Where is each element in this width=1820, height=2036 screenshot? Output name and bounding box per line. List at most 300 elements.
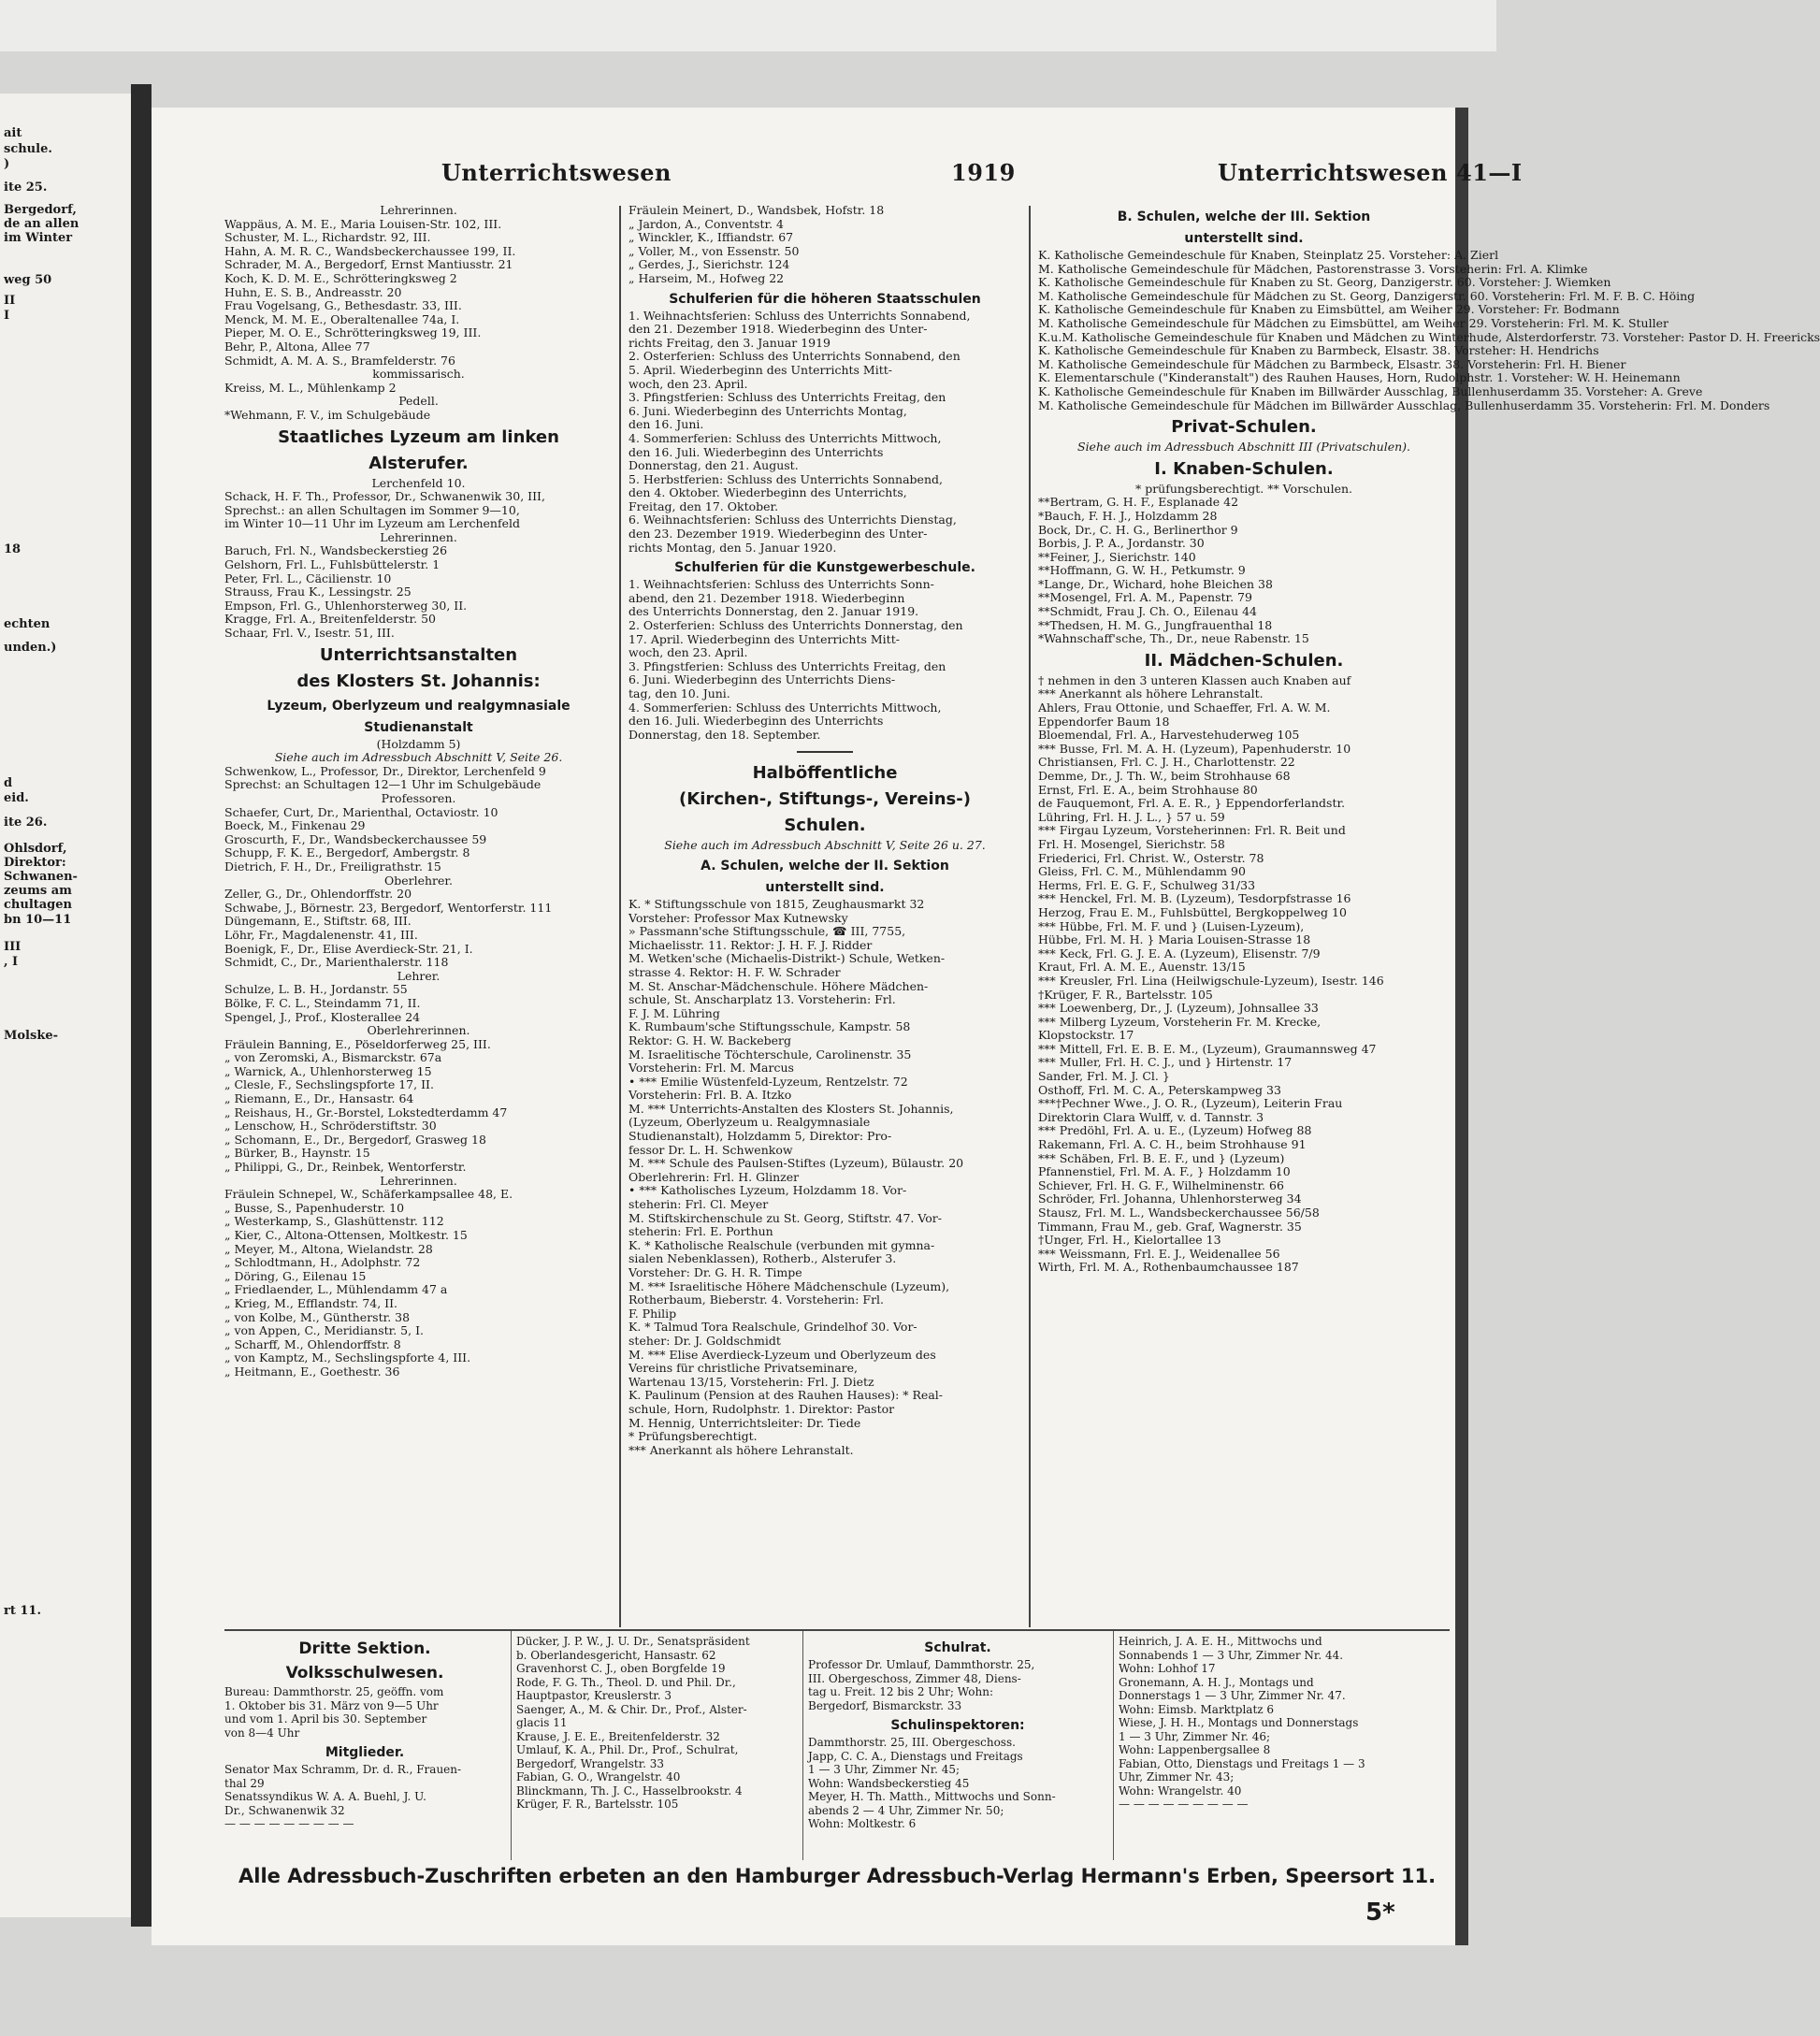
directory-entry: „ Reishaus, H., Gr.-Borstel, Lokstedterdamm 47 xyxy=(224,1105,508,1119)
directory-entry: steherin: Frl. E. Porthun xyxy=(628,1224,773,1239)
directory-entry: ***†Pechner Wwe., J. O. R., (Lyzeum), Leiterin Frau xyxy=(1038,1096,1343,1111)
directory-entry: 2. Osterferien: Schluss des Unterrichts Sonnabend, den xyxy=(628,349,961,364)
directory-entry: K. Katholische Gemeindeschule für Knaben, Steinplatz 25. Vorsteher: A. Zierl xyxy=(1038,248,1499,262)
directory-entry: und vom 1. April bis 30. September xyxy=(224,1712,427,1726)
previous-page-fragment: ) xyxy=(4,157,10,171)
directory-entry: „ Kier, C., Altona-Ottensen, Moltkestr. 15 xyxy=(224,1228,468,1242)
directory-entry: „ Scharff, M., Ohlendorffstr. 8 xyxy=(224,1336,401,1351)
directory-entry: 17. April. Wiederbeginn des Unterrichts Mitt- xyxy=(628,631,900,646)
directory-entry: glacis 11 xyxy=(516,1716,568,1729)
directory-entry: Zeller, G., Dr., Ohlendorffstr. 20 xyxy=(224,887,412,902)
section-heading: Lyzeum, Oberlyzeum und realgymnasiale xyxy=(267,698,571,714)
column-divider xyxy=(1113,1631,1114,1860)
directory-entry: „ Winckler, K., Iffiandstr. 67 xyxy=(628,230,794,245)
directory-entry: 5. Herbstferien: Schluss des Unterrichts Sonnabend, xyxy=(628,471,943,486)
directory-entry: den 4. Oktober. Wiederbeginn des Unterrichts, xyxy=(628,485,907,500)
directory-entry: „ Clesle, F., Sechslingspforte 17, II. xyxy=(224,1077,434,1092)
directory-entry: Sprechst: an Schultagen 12—1 Uhr im Schulgebäude xyxy=(224,777,542,792)
directory-entry: woch, den 23. April. xyxy=(628,645,748,660)
directory-entry: Eppendorfer Baum 18 xyxy=(1038,714,1170,729)
directory-entry: Fräulein Schnepel, W., Schäferkampsallee 48, E. xyxy=(224,1187,513,1202)
directory-entry: „ von Kolbe, M., Güntherstr. 38 xyxy=(224,1309,411,1324)
directory-entry: *** Firgau Lyzeum, Vorsteherinnen: Frl. R. Beit und xyxy=(1038,823,1346,838)
directory-entry: Michaelisstr. 11. Rektor: J. H. F. J. Ridder xyxy=(628,937,873,952)
column-2 xyxy=(628,204,1021,1597)
directory-entry: abend, den 21. Dezember 1918. Wiederbeginn xyxy=(628,590,905,605)
directory-entry: Klopstockstr. 17 xyxy=(1038,1028,1134,1043)
directory-entry: „ Harseim, M., Hofweg 22 xyxy=(628,270,785,285)
directory-entry: Rotherbaum, Bieberstr. 4. Vorsteherin: Frl. xyxy=(628,1292,885,1307)
directory-entry: „ Krieg, M., Efflandstr. 74, II. xyxy=(224,1295,398,1310)
previous-page-fragment: ait xyxy=(4,126,22,140)
directory-entry: Siehe auch im Adressbuch Abschnitt III (Privatschulen). xyxy=(1077,440,1410,455)
directory-entry: Bergedorf, Wrangelstr. 33 xyxy=(516,1756,665,1770)
directory-entry: „ Döring, G., Eilenau 15 xyxy=(224,1268,367,1283)
directory-entry: Oberlehrerinnen. xyxy=(367,1023,470,1038)
previous-page-fragment: chultagen xyxy=(4,898,72,912)
directory-entry: „ Bürker, B., Haynstr. 15 xyxy=(224,1146,370,1161)
directory-entry: „ Westerkamp, S., Glashüttenstr. 112 xyxy=(224,1214,444,1229)
directory-entry: den 21. Dezember 1918. Wiederbeginn des Unter- xyxy=(628,322,928,337)
directory-entry: Wiese, J. H. H., Montags und Donnerstags xyxy=(1119,1716,1359,1729)
directory-entry: Vorsteher: Professor Max Kutnewsky xyxy=(628,910,848,925)
directory-entry: Kraut, Frl. A. M. E., Auenstr. 13/15 xyxy=(1038,960,1246,975)
previous-page-fragment: im Winter xyxy=(4,231,73,245)
directory-entry: *** Hübbe, Frl. M. F. und } (Luisen-Lyzeum), xyxy=(1038,918,1305,933)
previous-page-fragment: de an allen xyxy=(4,217,79,231)
directory-entry: „ Philippi, G., Dr., Reinbek, Wentorferstr. xyxy=(224,1160,467,1175)
directory-entry: b. Oberlandesgericht, Hansastr. 62 xyxy=(516,1648,716,1662)
section-heading: Schulinspektoren: xyxy=(890,1718,1025,1733)
directory-entry: M. Israelitische Töchterschule, Carolinenstr. 35 xyxy=(628,1047,912,1061)
directory-entry: den 23. Dezember 1919. Wiederbeginn des Unter- xyxy=(628,527,928,541)
directory-entry: 3. Pfingstferien: Schluss des Unterrichts Freitag, den xyxy=(628,390,946,405)
directory-entry: Umlauf, K. A., Phil. Dr., Prof., Schulrat, xyxy=(516,1743,739,1756)
directory-entry: M. Stiftskirchenschule zu St. Georg, Stiftstr. 47. Vor- xyxy=(628,1210,942,1225)
column-divider xyxy=(619,206,621,1627)
directory-entry: Siehe auch im Adressbuch Abschnitt V, Seite 26 u. 27. xyxy=(664,838,986,853)
column-divider xyxy=(802,1631,803,1860)
directory-entry: Gronemann, A. H. J., Montags und xyxy=(1119,1675,1314,1689)
directory-entry: im Winter 10—11 Uhr im Lyzeum am Lerchenfeld xyxy=(224,516,520,531)
section-heading: Dritte Sektion. xyxy=(298,1639,431,1658)
previous-page-fragment: I xyxy=(4,309,10,323)
page-number: 5* xyxy=(1365,1899,1395,1927)
directory-entry: Fräulein Banning, E., Pöseldorferweg 25, III. xyxy=(224,1036,491,1051)
book-gutter xyxy=(131,84,152,1927)
directory-entry: Frau Vogelsang, G., Bethesdastr. 33, III. xyxy=(224,298,462,313)
directory-entry: **Schmidt, Frau J. Ch. O., Eilenau 44 xyxy=(1038,604,1257,619)
previous-page-fragment: Ohlsdorf, xyxy=(4,842,67,856)
directory-entry: Bergedorf, Bismarckstr. 33 xyxy=(808,1698,962,1712)
directory-entry: Studienanstalt), Holzdamm 5, Direktor: Pro- xyxy=(628,1129,892,1144)
directory-entry: M. *** Elise Averdieck-Lyzeum und Oberlyzeum des xyxy=(628,1347,936,1362)
directory-entry: Bölke, F. C. L., Steindamm 71, II. xyxy=(224,995,421,1010)
directory-entry: richts Freitag, den 3. Januar 1919 xyxy=(628,335,831,350)
directory-entry: †Krüger, F. R., Bartelsstr. 105 xyxy=(1038,987,1213,1002)
directory-entry: M. Katholische Gemeindeschule für Mädchen zu St. Georg, Danzigerstr. 60. Vorsteherin: Frl. M. F. B. C. Höing xyxy=(1038,288,1696,303)
directory-entry: Lehrerinnen. xyxy=(380,529,457,544)
directory-entry: Schmidt, C., Dr., Marienthalerstr. 118 xyxy=(224,955,449,970)
directory-entry: richts Montag, den 5. Januar 1920. xyxy=(628,540,837,555)
previous-page-fragment: rt 11. xyxy=(4,1604,41,1618)
directory-entry: 1. Weihnachtsferien: Schluss des Unterrichts Sonn- xyxy=(628,577,934,592)
directory-entry: **Bertram, G. H. F., Esplanade 42 xyxy=(1038,495,1239,510)
directory-entry: Osthoff, Frl. M. C. A., Peterskampweg 33 xyxy=(1038,1082,1281,1097)
previous-page-fragment: Bergedorf, xyxy=(4,203,77,217)
section-heading: A. Schulen, welche der II. Sektion xyxy=(701,858,949,874)
directory-entry: Kreiss, M. L., Mühlenkamp 2 xyxy=(224,380,397,395)
directory-entry: Donnerstags 1 — 3 Uhr, Zimmer Nr. 47. xyxy=(1119,1689,1346,1702)
directory-entry: woch, den 23. April. xyxy=(628,376,748,391)
directory-entry: M. Hennig, Unterrichtsleiter: Dr. Tiede xyxy=(628,1415,861,1430)
directory-entry: Rode, F. G. Th., Theol. D. und Phil. Dr., xyxy=(516,1675,736,1689)
directory-entry: Dietrich, F. H., Dr., Freiligrathstr. 15 xyxy=(224,859,441,874)
directory-entry: Schröder, Frl. Johanna, Uhlenhorsterweg 34 xyxy=(1038,1191,1302,1206)
directory-entry: Wohn: Eimsb. Marktplatz 6 xyxy=(1119,1702,1275,1716)
previous-page-fragment: 18 xyxy=(4,542,22,556)
directory-entry: Huhn, E. S. B., Andreasstr. 20 xyxy=(224,284,402,299)
section-heading: des Klosters St. Johannis: xyxy=(296,671,541,691)
section-heading: Halböffentliche xyxy=(752,763,898,784)
previous-page-fragment: weg 50 xyxy=(4,273,52,287)
directory-entry: Donnerstag, den 21. August. xyxy=(628,458,799,473)
directory-entry: 4. Sommerferien: Schluss des Unterrichts Mittwoch, xyxy=(628,700,942,715)
directory-entry: Uhr, Zimmer Nr. 43; xyxy=(1119,1770,1235,1783)
directory-entry: Menck, M. M. E., Oberaltenallee 74a, I. xyxy=(224,311,460,326)
directory-entry: Wohn: Lappenbergsallee 8 xyxy=(1119,1743,1271,1756)
directory-entry: „ Schlodtmann, H., Adolphstr. 72 xyxy=(224,1255,421,1270)
directory-entry: 1 — 3 Uhr, Zimmer Nr. 46; xyxy=(1119,1729,1271,1743)
directory-entry: fessor Dr. L. H. Schwenkow xyxy=(628,1142,793,1157)
section-heading: I. Knaben-Schulen. xyxy=(1154,458,1334,479)
directory-entry: K. * Katholische Realschule (verbunden mit gymna- xyxy=(628,1237,935,1252)
directory-entry: Strauss, Frau K., Lessingstr. 25 xyxy=(224,585,412,599)
directory-entry: Pieper, M. O. E., Schrötteringksweg 19, III. xyxy=(224,325,482,340)
directory-entry: „ Riemann, E., Dr., Hansastr. 64 xyxy=(224,1091,414,1106)
directory-entry: „ Warnick, A., Uhlenhorsterweg 15 xyxy=(224,1063,432,1078)
section-heading: Staatliches Lyzeum am linken xyxy=(278,426,559,447)
directory-entry: „ Meyer, M., Altona, Wielandstr. 28 xyxy=(224,1241,433,1256)
directory-entry: M. *** Unterrichts-Anstalten des Klosters St. Johannis, xyxy=(628,1101,954,1116)
directory-entry: den 16. Juni. xyxy=(628,417,704,432)
directory-entry: Schuster, M. L., Richardstr. 92, III. xyxy=(224,230,431,245)
directory-entry: **Feiner, J., Sierichstr. 140 xyxy=(1038,549,1196,564)
directory-entry: Schrader, M. A., Bergedorf, Ernst Mantiusstr. 21 xyxy=(224,257,513,272)
directory-entry: 6. Weihnachtsferien: Schluss des Unterrichts Dienstag, xyxy=(628,513,957,527)
directory-entry: Wirth, Frl. M. A., Rothenbaumchaussee 187 xyxy=(1038,1260,1299,1275)
directory-entry: Schiever, Frl. H. G. F., Wilhelminenstr. 66 xyxy=(1038,1177,1284,1192)
directory-entry: Gelshorn, Frl. L., Fuhlsbüttelerstr. 1 xyxy=(224,557,441,572)
directory-entry: Gleiss, Frl. C. M., Mühlendamm 90 xyxy=(1038,864,1246,879)
directory-entry: (Lyzeum, Oberlyzeum u. Realgymnasiale xyxy=(628,1115,871,1130)
directory-entry: **Hoffmann, G. W. H., Petkumstr. 9 xyxy=(1038,563,1246,578)
directory-entry: Oberlehrer. xyxy=(383,873,454,888)
directory-entry: Düngemann, E., Stiftstr. 68, III. xyxy=(224,914,412,929)
section-rule xyxy=(797,751,853,753)
directory-entry: *Lange, Dr., Wichard, hohe Bleichen 38 xyxy=(1038,576,1273,591)
column-3 xyxy=(1038,204,1820,1625)
directory-entry: „ Voller, M., von Essenstr. 50 xyxy=(628,243,800,258)
directory-entry: *** Muller, Frl. H. C. J., und } Hirtenstr. 17 xyxy=(1038,1055,1293,1070)
directory-entry: Pedell. xyxy=(398,394,439,409)
directory-entry: Dr., Schwanenwik 32 xyxy=(224,1803,345,1817)
directory-entry: Schaefer, Curt, Dr., Marienthal, Octaviostr. 10 xyxy=(224,804,498,819)
directory-entry: Schwabe, J., Börnestr. 23, Bergedorf, Wentorferstr. 111 xyxy=(224,900,553,915)
section-heading: Alsterufer. xyxy=(368,453,469,473)
directory-entry: Krause, J. E. E., Breitenfelderstr. 32 xyxy=(516,1729,720,1743)
previous-page-fragment: , I xyxy=(4,955,19,969)
directory-entry: Professoren. xyxy=(381,791,456,805)
directory-entry: sialen Nebenklassen), Rotherb., Alsterufer 3. xyxy=(628,1251,897,1266)
directory-entry: Vorsteherin: Frl. B. A. Itzko xyxy=(628,1088,792,1103)
directory-entry: 6. Juni. Wiederbeginn des Unterrichts Montag, xyxy=(628,403,907,418)
directory-entry: M. *** Israelitische Höhere Mädchenschule (Lyzeum), xyxy=(628,1278,950,1293)
directory-entry: von 8—4 Uhr xyxy=(224,1726,300,1740)
publisher-footer: Alle Adressbuch-Zuschriften erbeten an den Hamburger Adressbuch-Verlag Hermann's Erben, Speersort 11. xyxy=(238,1865,1437,1887)
directory-entry: Freitag, den 17. Oktober. xyxy=(628,498,779,513)
directory-entry: Senatssyndikus W. A. A. Buehl, J. U. xyxy=(224,1790,426,1803)
directory-entry: Krüger, F. R., Bartelsstr. 105 xyxy=(516,1798,679,1811)
previous-page-fragment: ite 25. xyxy=(4,180,48,195)
directory-entry: 1. Oktober bis 31. März von 9—5 Uhr xyxy=(224,1698,439,1712)
directory-entry: Hauptpastor, Kreuslerstr. 3 xyxy=(516,1689,672,1702)
directory-entry: Baruch, Frl. N., Wandsbeckerstieg 26 xyxy=(224,543,448,558)
directory-entry: 2. Osterferien: Schluss des Unterrichts Donnerstag, den xyxy=(628,618,963,633)
directory-entry: Borbis, J. P. A., Jordanstr. 30 xyxy=(1038,536,1205,551)
directory-entry: 5. April. Wiederbeginn des Unterrichts Mitt- xyxy=(628,362,892,377)
directory-entry: Ahlers, Frau Ottonie, und Schaeffer, Frl. A. W. M. xyxy=(1038,700,1331,715)
directory-entry: Vorsteher: Dr. G. H. R. Timpe xyxy=(628,1265,802,1279)
directory-entry: K. Katholische Gemeindeschule für Knaben zu St. Georg, Danzigerstr. 60. Vorsteher: J. Wiemken xyxy=(1038,275,1611,290)
directory-entry: Sander, Frl. M. J. Cl. } xyxy=(1038,1069,1170,1084)
directory-entry: Heinrich, J. A. E. H., Mittwochs und xyxy=(1119,1635,1322,1648)
directory-entry: de Fauquemont, Frl. A. E. R., } Eppendorferlandstr. xyxy=(1038,796,1346,811)
bottom-column-2 xyxy=(516,1635,797,1812)
directory-entry: *** Weissmann, Frl. E. J., Weidenallee 56 xyxy=(1038,1246,1280,1261)
directory-entry: „ Heitmann, E., Goethestr. 36 xyxy=(224,1364,400,1379)
directory-entry: tag, den 10. Juni. xyxy=(628,686,730,700)
directory-entry: „ Lenschow, H., Schröderstiftstr. 30 xyxy=(224,1119,437,1134)
section-heading: Schulferien für die Kunstgewerbeschule. xyxy=(674,560,975,576)
directory-entry: tag u. Freit. 12 bis 2 Uhr; Wohn: xyxy=(808,1685,993,1698)
directory-entry: Peter, Frl. L., Cäcilienstr. 10 xyxy=(224,570,392,585)
section-heading: Schulen. xyxy=(784,816,866,836)
previous-page-fragment: Molske- xyxy=(4,1029,58,1043)
previous-page-fragment: unden.) xyxy=(4,641,57,655)
directory-entry: *** Kreusler, Frl. Lina (Heilwigschule-Lyzeum), Isestr. 146 xyxy=(1038,973,1384,988)
directory-entry: Pfannenstiel, Frl. M. A. F., } Holzdamm 10 xyxy=(1038,1164,1291,1179)
directory-entry: abends 2 — 4 Uhr, Zimmer Nr. 50; xyxy=(808,1803,1004,1817)
directory-entry: M. Katholische Gemeindeschule für Mädchen zu Eimsbüttel, am Weiher 29. Vorsteherin: Frl. M. K. Stuller xyxy=(1038,315,1668,330)
directory-entry: † nehmen in den 3 unteren Klassen auch Knaben auf xyxy=(1038,672,1351,687)
directory-entry: schule, Horn, Rudolphstr. 1. Direktor: Pastor xyxy=(628,1401,895,1416)
directory-entry: Christiansen, Frl. C. J. H., Charlottenstr. 22 xyxy=(1038,755,1295,770)
directory-entry: „ von Zeromski, A., Bismarckstr. 67a xyxy=(224,1050,442,1065)
directory-entry: Groscurth, F., Dr., Wandsbeckerchaussee 59 xyxy=(224,831,487,846)
directory-entry: *** Schäben, Frl. B. E. F., und } (Lyzeum) xyxy=(1038,1150,1285,1165)
directory-entry: *Bauch, F. H. J., Holzdamm 28 xyxy=(1038,508,1218,523)
directory-entry: steherin: Frl. Cl. Meyer xyxy=(628,1197,769,1212)
directory-entry: Behr, P., Altona, Allee 77 xyxy=(224,339,370,354)
section-heading: (Kirchen-, Stiftungs-, Vereins-) xyxy=(679,789,971,810)
directory-entry: *** Busse, Frl. M. A. H. (Lyzeum), Papenhuderstr. 10 xyxy=(1038,741,1351,756)
directory-entry: 6. Juni. Wiederbeginn des Unterrichts Diens- xyxy=(628,672,896,687)
directory-entry: „ von Appen, C., Meridianstr. 5, I. xyxy=(224,1323,424,1338)
directory-entry: Lehrerinnen. xyxy=(380,1173,457,1188)
directory-entry: Bock, Dr., C. H. G., Berlinerthor 9 xyxy=(1038,522,1238,537)
directory-entry: Sprechst.: an allen Schultagen im Sommer 9—10, xyxy=(224,502,520,517)
column-divider xyxy=(511,1631,512,1860)
directory-entry: Senator Max Schramm, Dr. d. R., Frauen- xyxy=(224,1763,462,1776)
directory-entry: „ Friedlaender, L., Mühlendamm 47 a xyxy=(224,1282,448,1297)
directory-entry: *** Loewenberg, Dr., J. (Lyzeum), Johnsallee 33 xyxy=(1038,1001,1319,1016)
directory-entry: F. J. M. Lühring xyxy=(628,1005,720,1020)
directory-entry: K. Katholische Gemeindeschule für Knaben zu Eimsbüttel, am Weiher 29. Vorsteher: Fr. Bodmann xyxy=(1038,302,1620,317)
section-heading: Unterrichtsanstalten xyxy=(319,644,518,665)
directory-entry: K. * Talmud Tora Realschule, Grindelhof 30. Vor- xyxy=(628,1320,917,1335)
directory-entry: K. * Stiftungsschule von 1815, Zeughausmarkt 32 xyxy=(628,896,925,911)
directory-entry: K. Paulinum (Pension at des Rauhen Hauses): * Real- xyxy=(628,1388,944,1403)
directory-entry: „ Jardon, A., Conventstr. 4 xyxy=(628,216,784,231)
directory-entry: Saenger, A., M. & Chir. Dr., Prof., Alster- xyxy=(516,1702,747,1716)
directory-entry: K. Rumbaum'sche Stiftungsschule, Kampstr. 58 xyxy=(628,1019,911,1034)
directory-entry: strasse 4. Rektor: H. F. W. Schrader xyxy=(628,964,841,979)
directory-entry: Wohn: Lohhof 17 xyxy=(1119,1662,1216,1675)
running-header xyxy=(441,159,1523,189)
previous-page-fragment: eid. xyxy=(4,791,29,805)
column-1 xyxy=(224,204,613,1597)
previous-page-edge xyxy=(0,94,131,1917)
directory-entry: *** Mittell, Frl. E. B. E. M., (Lyzeum), Graumannsweg 47 xyxy=(1038,1041,1377,1056)
section-heading: Schulferien für die höheren Staatsschulen xyxy=(669,291,981,307)
directory-entry: Demme, Dr., J. Th. W., beim Strohhause 68 xyxy=(1038,769,1291,783)
header-page-ref: 41—I xyxy=(1456,159,1523,186)
previous-page-fragment: schule. xyxy=(4,142,52,156)
directory-entry: M. Katholische Gemeindeschule für Mädchen, Pastorenstrasse 3. Vorsteherin: Frl. A. Klimke xyxy=(1038,261,1588,276)
directory-entry: schule, St. Anscharplatz 13. Vorsteherin: Frl. xyxy=(628,992,896,1007)
section-heading: B. Schulen, welche der III. Sektion xyxy=(1117,209,1371,224)
section-heading: unterstellt sind. xyxy=(765,879,885,895)
directory-entry: Fabian, G. O., Wrangelstr. 40 xyxy=(516,1770,681,1783)
directory-entry: Kragge, Frl. A., Breitenfelderstr. 50 xyxy=(224,612,436,627)
directory-entry: K. Katholische Gemeindeschule für Knaben im Billwärder Ausschlag, Bullenhuserdamm 35. Vorsteher: A. Greve xyxy=(1038,383,1703,398)
directory-entry: Hahn, A. M. R. C., Wandsbeckerchaussee 199, II. xyxy=(224,243,516,258)
directory-entry: Schwenkow, L., Professor, Dr., Direktor, Lerchenfeld 9 xyxy=(224,763,546,778)
directory-entry: *** Henckel, Frl. M. B. (Lyzeum), Tesdorpfstrasse 16 xyxy=(1038,891,1351,906)
directory-entry: Gravenhorst C. J., oben Borgfelde 19 xyxy=(516,1662,726,1675)
directory-entry: Fräulein Meinert, D., Wandsbek, Hofstr. 18 xyxy=(628,203,885,217)
previous-page-fragment: zeums am xyxy=(4,884,72,898)
bottom-column-4 xyxy=(1119,1635,1450,1812)
section-heading: Mitglieder. xyxy=(325,1745,405,1760)
directory-entry: Boenigk, F., Dr., Elise Averdieck-Str. 21, I. xyxy=(224,941,473,956)
directory-entry: Dücker, J. P. W., J. U. Dr., Senatspräsident xyxy=(516,1635,750,1648)
directory-entry: den 16. Juli. Wiederbeginn des Unterrichts xyxy=(628,714,884,729)
directory-entry: Lühring, Frl. H. J. L., } 57 u. 59 xyxy=(1038,809,1225,824)
directory-entry: Lehrer. xyxy=(397,968,441,983)
directory-entry: Lerchenfeld 10. xyxy=(371,475,466,490)
bottom-column-3 xyxy=(808,1635,1107,1831)
directory-entry: Schupp, F. K. E., Bergedorf, Ambergstr. 8 xyxy=(224,845,470,860)
directory-entry: M. Katholische Gemeindeschule für Mädchen zu Barmbeck, Elsastr. 38. Vorsteherin: Frl. H. Biener xyxy=(1038,356,1626,371)
directory-entry: steher: Dr. J. Goldschmidt xyxy=(628,1333,781,1348)
bottom-column-1 xyxy=(224,1635,505,1831)
directory-entry: Herms, Frl. E. G. F., Schulweg 31/33 xyxy=(1038,877,1256,892)
directory-entry: Dammthorstr. 25, III. Obergeschoss. xyxy=(808,1736,1016,1749)
directory-entry: Wohn: Moltkestr. 6 xyxy=(808,1817,917,1830)
directory-entry: Wohn: Wrangelstr. 40 xyxy=(1119,1783,1242,1798)
directory-entry: *** Keck, Frl. G. J. E. A. (Lyzeum), Elisenstr. 7/9 xyxy=(1038,946,1321,960)
directory-entry: *Wehmann, F. V., im Schulgebäude xyxy=(224,407,431,422)
directory-entry: K. Elementarschule ("Kinderanstalt") des Rauhen Hauses, Horn, Rudolphstr. 1. Vorsteher: W. H. Heinemann xyxy=(1038,370,1681,385)
directory-entry: *** Predöhl, Frl. A. u. E., (Lyzeum) Hofweg 88 xyxy=(1038,1123,1312,1138)
directory-entry: F. Philip xyxy=(628,1306,677,1321)
directory-entry: Schulze, L. B. H., Jordanstr. 55 xyxy=(224,982,408,997)
directory-entry: Löhr, Fr., Magdalenenstr. 41, III. xyxy=(224,927,418,942)
directory-entry: Wohn: Wandsbeckerstieg 45 xyxy=(808,1776,970,1790)
directory-entry: • *** Emilie Wüstenfeld-Lyzeum, Rentzelstr. 72 xyxy=(628,1074,908,1089)
directory-entry: M. Katholische Gemeindeschule für Mädchen im Billwärder Ausschlag, Bullenhuserdamm 35. Vorsteherin: Frl. M. Donders xyxy=(1038,397,1770,412)
directory-entry: » Passmann'sche Stiftungsschule, ☎ III, 7755, xyxy=(628,924,906,939)
directory-entry: Herzog, Frau E. M., Fuhlsbüttel, Bergkoppelweg 10 xyxy=(1038,904,1347,919)
directory-entry: Schaar, Frl. V., Isestr. 51, III. xyxy=(224,626,395,641)
header-right: Unterrichtswesen xyxy=(1218,159,1448,186)
previous-page-fragment: III xyxy=(4,940,22,954)
directory-entry: „ von Kamptz, M., Sechslingspforte 4, III. xyxy=(224,1350,471,1365)
header-year: 1919 xyxy=(951,159,1016,186)
directory-entry: Wartenau 13/15, Vorsteherin: Frl. J. Dietz xyxy=(628,1374,874,1389)
directory-entry: Koch, K. D. M. E., Schrötteringksweg 2 xyxy=(224,270,457,285)
directory-entry: *** Anerkannt als höhere Lehranstalt. xyxy=(628,1442,854,1457)
directory-entry: Spengel, J., Prof., Klosterallee 24 xyxy=(224,1009,421,1024)
directory-entry: III. Obergeschoss, Zimmer 48, Diens- xyxy=(808,1671,1021,1685)
directory-entry: Oberlehrerin: Frl. H. Glinzer xyxy=(628,1169,800,1184)
directory-entry: Boeck, M., Finkenau 29 xyxy=(224,818,366,833)
section-heading: Schulrat. xyxy=(924,1640,991,1655)
directory-entry: Schmidt, A. M. A. S., Bramfelderstr. 76 xyxy=(224,353,455,368)
directory-entry: des Unterrichts Donnerstag, den 2. Januar 1919. xyxy=(628,604,919,619)
directory-entry: 1 — 3 Uhr, Zimmer Nr. 45; xyxy=(808,1763,961,1776)
directory-entry: Sonnabends 1 — 3 Uhr, Zimmer Nr. 44. xyxy=(1119,1648,1344,1662)
section-heading: Privat-Schulen. xyxy=(1171,417,1317,438)
directory-entry: Bureau: Dammthorstr. 25, geöffn. vom xyxy=(224,1685,444,1698)
directory-entry: *Wahnschaff'sche, Th., Dr., neue Rabenstr. 15 xyxy=(1038,631,1309,646)
directory-entry: * prüfungsberechtigt. ** Vorschulen. xyxy=(1134,481,1352,496)
directory-entry: kommissarisch. xyxy=(372,367,465,382)
directory-entry: Japp, C. C. A., Dienstags und Freitags xyxy=(808,1749,1023,1763)
directory-entry: Ernst, Frl. E. A., beim Strohhause 80 xyxy=(1038,782,1258,797)
directory-entry: Empson, Frl. G., Uhlenhorsterweg 30, II. xyxy=(224,598,468,613)
directory-entry: Frl. H. Mosengel, Sierichstr. 58 xyxy=(1038,836,1225,851)
directory-entry: (Holzdamm 5) xyxy=(376,736,461,751)
previous-page-fragment: Direktor: xyxy=(4,856,66,870)
directory-entry: 3. Pfingstferien: Schluss des Unterrichts Freitag, den xyxy=(628,658,946,673)
section-heading: Volksschulwesen. xyxy=(285,1664,444,1682)
previous-page-fragment: II xyxy=(4,294,16,308)
directory-entry: M. Wetken'sche (Michaelis-Distrikt-) Schule, Wetken- xyxy=(628,951,946,966)
directory-entry: Wappäus, A. M. E., Maria Louisen-Str. 102, III. xyxy=(224,216,502,231)
directory-entry: Vorsteherin: Frl. M. Marcus xyxy=(628,1061,794,1076)
section-heading: II. Mädchen-Schulen. xyxy=(1144,650,1344,671)
directory-entry: * Prüfungsberechtigt. xyxy=(628,1429,758,1444)
previous-page-fragment: d xyxy=(4,776,13,790)
directory-entry: Donnerstag, den 18. September. xyxy=(628,727,821,742)
directory-entry: M. *** Schule des Paulsen-Stiftes (Lyzeum), Bülaustr. 20 xyxy=(628,1156,964,1171)
scan-background xyxy=(0,0,1496,51)
directory-entry: „ Busse, S., Papenhuderstr. 10 xyxy=(224,1200,405,1215)
directory-entry: • *** Katholisches Lyzeum, Holzdamm 18. Vor- xyxy=(628,1183,907,1198)
